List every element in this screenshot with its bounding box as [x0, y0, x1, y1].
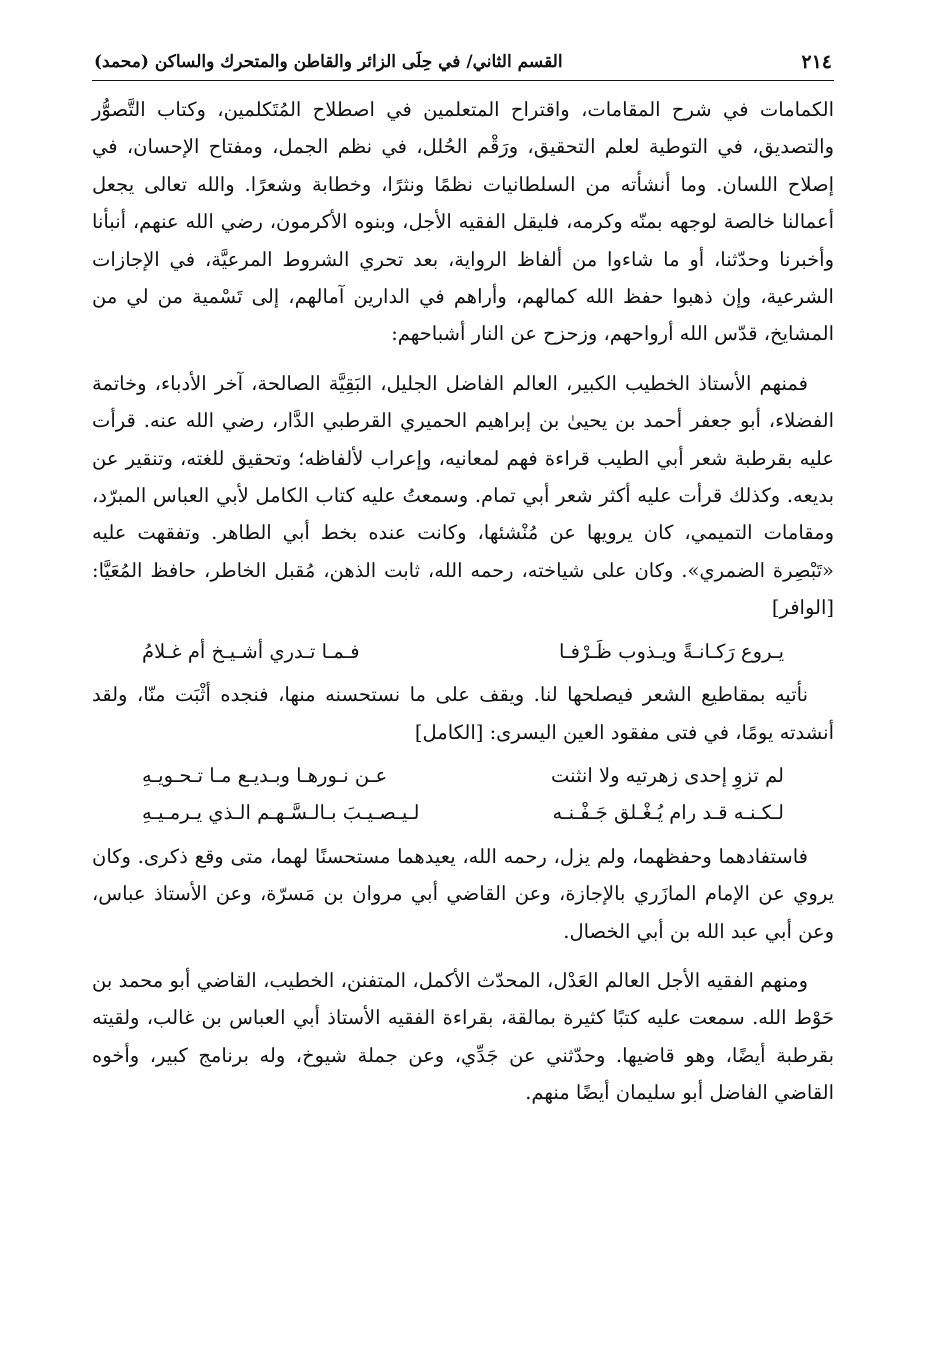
body-text	[92, 91, 834, 1112]
text-line: فمنهم الأستاذ الخطيب الكبير، العالم الفاضل الجليل، البَقِيَّة الصالحة، آخر	[214, 371, 808, 395]
paragraph-gap	[92, 353, 834, 365]
verse-line	[92, 757, 834, 794]
text-line: والله تعالى يجعل أعمالنا خالصة لوجهه بمنّه وكرمه، فليقل الفقيه الأجل، وبنوه	[92, 172, 834, 234]
verse-block-1	[92, 633, 834, 670]
paragraph-1	[92, 91, 834, 353]
text-line: تحري الشروط المرعيَّة، في الإجازات الشرعية، وإن ذهبوا حفظ الله كمالهم، وأراهم	[92, 247, 834, 309]
verse-second-hemistich: فـمـا تـدري أشـيـخ أم غـلامُ	[142, 639, 360, 663]
text-line: التَّصوُّر والتصديق، في التوطية لعلم التحقيق، ورَقْم الحُلل، في نظم الجمل، ومفتاح	[92, 98, 834, 159]
text-line: الإحسان، في إصلاح اللسان. وما أنشأته من السلطانيات نظمًا ونثرًا، وخطابة وشعرًا.	[92, 135, 834, 196]
text-line: وسمعتُ عليه كتاب الكامل لأبي العباس المبرّد، ومقامات التميمي، كان يرويها عن	[92, 484, 834, 545]
verse-second-hemistich: عـن نـورهـا وبـديـع مـا تـحـويـهِ	[142, 763, 388, 787]
text-line: مُنْشئها، وكانت عنده بخط أبي الطاهر. وتفقهت عليه «تَبْصِرة الضمري». وكان على	[92, 521, 834, 582]
paragraph-5	[92, 962, 834, 1112]
verse-first-hemistich: يـروع رَكـانـةً ويـذوب ظَـرْفـا	[558, 639, 784, 663]
text-line: الأكرمون، رضي الله عنهم، أنبأنا وأخبرنا وحدّثنا، أو ما شاءوا من ألفاظ الرواية، بعد	[92, 210, 834, 271]
paragraph-3	[92, 676, 834, 751]
text-line: القاضي أبو محمد بن حَوْط الله. سمعت عليه كتبًا كثيرة بمالقة، بقراءة الفقيه	[92, 968, 834, 1030]
text-line: وعن الأستاذ عباس، وعن أبي عبد الله بن أبي الخصال.	[92, 882, 834, 943]
page-number: ٢١٤	[801, 51, 832, 73]
text-line: شياخته، رحمه الله، ثابت الذهن، مُقبل الخاطر، حافظ المُعَيَّا: [الوافر]	[92, 558, 834, 620]
running-title: القسم الثاني/ في حِلَى الزائر والقاطن والمتحرك والساكن (محمد)	[94, 52, 563, 72]
paragraph-2	[92, 365, 834, 627]
running-header	[92, 48, 834, 81]
text-line: الكمامات في شرح المقامات، واقتراح المتعلمين في اصطلاح المُتَكلمين، وكتاب	[157, 98, 835, 121]
verse-first-hemistich: لـكـنـه قـد رام يُـغْـلق جَـفْـنـه	[552, 801, 784, 825]
text-line: جَدِّي، وعن جملة شيوخ، وله برنامج كبير، وأخوه القاضي الفاضل أبو سليمان	[92, 1043, 834, 1105]
text-line: الأستاذ أبي العباس بن غالب، ولقيته بقرطبة أيضًا، وهو قاضيها. وحدّثني عن	[92, 1006, 835, 1067]
paragraph-gap	[92, 950, 834, 962]
page	[92, 48, 834, 1112]
text-line: أيضًا منهم.	[525, 1081, 610, 1105]
text-line: الدَّار، رضي الله عنه. قرأت عليه بقرطبة شعر أبي الطيب قراءة فهم لمعانيه، وإعراب	[92, 409, 834, 470]
text-line: لألفاظه؛ وتحقيق للغته، وتنقير عن بديعه. وكذلك قرأت عليه أكثر شعر أبي تمام.	[92, 446, 835, 508]
text-line: نأتيه بمقاطيع الشعر فيصلحها لنا. ويقف على ما نستحسنه منها، فنجده أثْبَت	[175, 683, 808, 707]
text-line: ومنهم الفقيه الأجل العالم العَدْل، المحدّث الأكمل، المتفنن، الخطيب،	[263, 968, 808, 992]
paragraph-4	[92, 838, 834, 950]
verse-second-hemistich: لـيـصـيـبَ بـالـسَّـهـم الـذي يـرمـيـهِ	[142, 801, 420, 825]
text-line: النار أشباحهم:	[391, 322, 505, 346]
text-line: في الدارين آمالهم، إلى تَسْمية من لي من المشايخ، قدّس الله أرواحهم، وزحزح عن	[92, 285, 834, 346]
verse-line	[92, 633, 834, 670]
text-line: فاستفادهما وحفظهما، ولم يزل، رحمه الله، يعيدهما مستحسنًا لهما، متى وقع	[194, 844, 808, 868]
text-line: ذكرى. وكان يروي عن الإمام المازَري بالإجازة، وعن القاضي أبي مروان بن مَسرّة،	[92, 844, 835, 906]
verse-block-2	[92, 757, 834, 832]
verse-line	[92, 794, 834, 831]
text-line: الأدباء، وخاتمة الفضلاء، أبو جعفر أحمد بن يحيىٰ بن إبراهيم الحميري القرطبي	[92, 371, 835, 433]
text-line: منّا، ولقد أنشدته يومًا، في فتى مفقود العين اليسرى: [الكامل]	[92, 683, 834, 744]
verse-first-hemistich: لم تزوِ إحدى زهرتيه ولا انثنت	[550, 763, 784, 787]
